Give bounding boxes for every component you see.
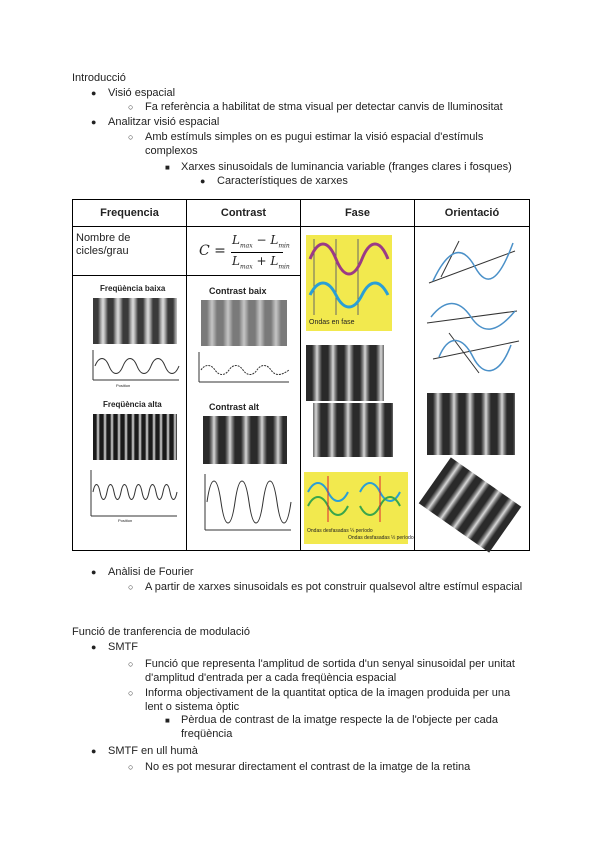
formula-num-b: L: [270, 233, 279, 247]
header-orientation: Orientació: [415, 200, 530, 227]
in-phase-waves: [306, 235, 392, 331]
phase-figure-shifted: [304, 472, 414, 544]
bullet-icon: ●: [91, 88, 97, 98]
contrast-examples-cell: [187, 276, 301, 551]
sub-bullet-text-cont: complexos: [145, 145, 198, 157]
header-frequency: Frequencia: [73, 200, 187, 227]
contrast-formula-cell: [187, 227, 301, 276]
grating-characteristics-table: [72, 199, 530, 551]
header-contrast: Contrast: [187, 200, 301, 227]
grating-image-shifted: [313, 403, 393, 457]
bullet-label: Anàlisi de Fourier: [108, 566, 194, 578]
freq-text-line2: cicles/grau: [76, 245, 129, 257]
bullet-icon: ●: [91, 567, 97, 577]
sub2-bullet-text: Pèrdua de contrast de la imatge respecte la de l'objecte per cada: [181, 714, 499, 726]
fraction-bar: [231, 252, 283, 253]
phase-figure-in-phase: [306, 235, 392, 331]
section-title-intro: Introducció: [72, 72, 126, 84]
sub-bullet-text-cont: lent o sistema òptic: [145, 701, 240, 713]
grating-image: [306, 345, 384, 401]
wave-plot-high: [87, 468, 179, 520]
grating-low-frequency: [93, 298, 177, 344]
formula-den-a: L: [232, 254, 240, 268]
grating-image-vertical: [427, 393, 515, 455]
grating-image-tilted: [419, 457, 522, 552]
grating-high-contrast: [203, 416, 287, 464]
circle-bullet-icon: ○: [128, 762, 134, 772]
sub-bullet-text: Fa referència a habilitat de stma visual per detectar canvis de lluminositat: [145, 101, 503, 113]
phase-caption: Ondas en fase: [309, 319, 355, 326]
blue-wave: [310, 283, 388, 307]
grating-high-frequency: [93, 414, 177, 460]
square-bullet-icon: ■: [165, 716, 170, 725]
orientation-cell: [415, 227, 530, 551]
formula-denominator: [232, 254, 290, 270]
wave-plot-high-contrast: [201, 472, 293, 534]
sub-bullet-text: Informa objectivament de la quantitat optica de la imagen produida per una: [145, 687, 511, 699]
phase-caption-half: Ondas desfasadas ½ período: [348, 535, 414, 541]
phase-caption-quarter: Ondas desfasadas ¼ período: [307, 528, 373, 534]
freq-description-cell: [73, 227, 187, 276]
formula-num-op: −: [256, 233, 267, 247]
freq-low-label: Freqüència baixa: [100, 284, 166, 293]
shifted-waves: [304, 472, 408, 528]
circle-bullet-icon: ○: [128, 688, 134, 698]
section-title-mtf: Funció de tranferencia de modulació: [72, 626, 250, 638]
sub2-bullet-text: Xarxes sinusoidals de luminancia variable (franges clares i fosques): [181, 161, 512, 173]
formula-lhs: C =: [199, 243, 226, 259]
axis-label: Position: [118, 518, 133, 523]
sub-bullet-text: Funció que representa l'amplitud de sortida d'un senyal sinusoidal per unitat: [145, 658, 515, 670]
formula-num-b-sub: min: [278, 242, 290, 250]
wave-plot-low-contrast: [195, 350, 291, 386]
sub2-bullet-text-cont: freqüència: [181, 728, 233, 740]
grating-low-contrast: [201, 300, 287, 346]
bullet-label: SMTF: [108, 641, 138, 653]
contrast-formula: [187, 227, 300, 275]
axis-label: Position: [116, 383, 131, 388]
circle-bullet-icon: ○: [128, 102, 134, 112]
circle-bullet-icon: ○: [128, 132, 134, 142]
sub-bullet-text-cont: d'amplitud d'entrada per a cada freqüència espacial: [145, 672, 397, 684]
sub3-bullet-text: Característiques de xarxes: [217, 175, 348, 187]
bullet-label: Analitzar visió espacial: [108, 116, 220, 128]
formula-num-a: L: [232, 233, 240, 247]
sub-bullet-text: No es pot mesurar directament el contrast de la imatge de la retina: [145, 761, 471, 773]
formula-den-a-sub: max: [239, 263, 253, 271]
bullet-icon: ●: [91, 642, 97, 652]
circle-bullet-icon: ○: [128, 582, 134, 592]
formula-numerator: [232, 233, 290, 249]
phase-cell: [301, 227, 415, 551]
purple-wave: [310, 244, 388, 274]
formula-den-op: +: [256, 254, 267, 268]
contrast-high-label: Contrast alt: [209, 402, 260, 412]
formula-num-a-sub: max: [239, 242, 253, 250]
bullet-icon: ●: [91, 746, 97, 756]
square-bullet-icon: ■: [165, 163, 170, 172]
freq-text-line1: Nombre de: [76, 232, 131, 244]
wave-plot-low: [89, 348, 181, 384]
sub-bullet-text: A partir de xarxes sinusoidals es pot construir qualsevol altre estímul espacial: [145, 581, 523, 593]
circle-bullet-icon: ○: [128, 659, 134, 669]
bullet-label: Visió espacial: [108, 87, 176, 99]
bullet-label: SMTF en ull humà: [108, 745, 198, 757]
bullet-icon: ●: [200, 176, 206, 186]
contrast-low-label: Contrast baix: [209, 286, 267, 296]
formula-den-b-sub: min: [278, 263, 290, 271]
orientation-waves-figure: [419, 237, 527, 377]
formula-den-b: L: [270, 254, 279, 268]
sub-bullet-text: Amb estímuls simples on es pugui estimar la visió espacial d'estímuls: [145, 131, 484, 143]
freq-high-label: Freqüència alta: [103, 400, 162, 409]
header-phase: Fase: [301, 200, 415, 227]
bullet-icon: ●: [91, 117, 97, 127]
frequency-examples-cell: [73, 276, 187, 551]
